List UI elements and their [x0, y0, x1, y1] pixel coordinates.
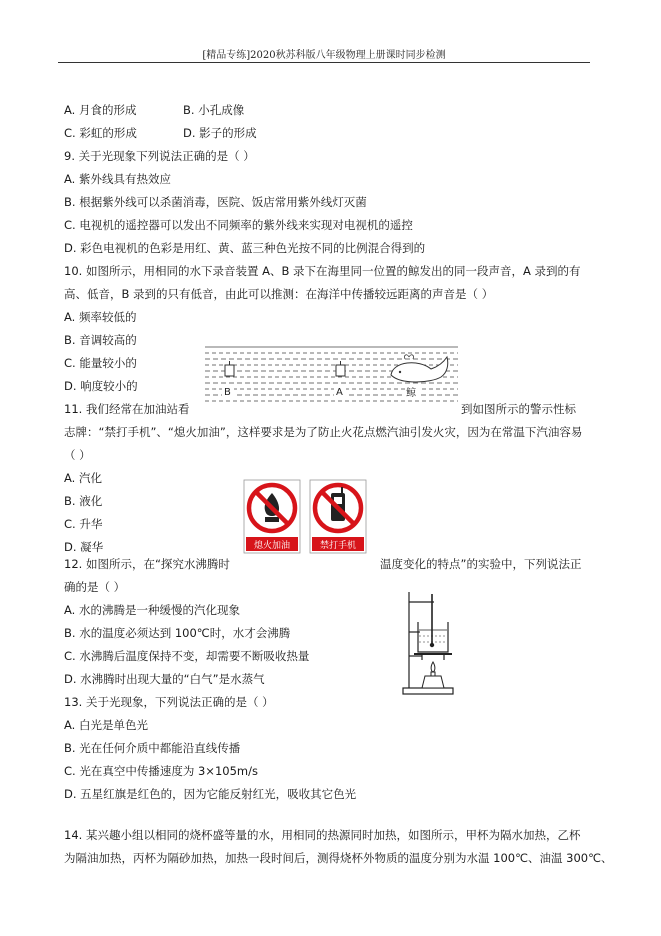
q11-stem-line3: （ ）: [64, 448, 91, 462]
q12-option-d: D. 水沸腾时出现大量的“白气”是水蒸气: [64, 672, 265, 686]
q10-stem-line2: 高、低音，B 录到的只有低音，由此可以推测：在海洋中传播较远距离的声音是（ ）: [64, 287, 494, 301]
recorder-b-icon: [225, 361, 234, 376]
q11-option-a: A. 汽化: [64, 471, 102, 485]
q12-option-b: B. 水的温度必须达到 100℃时，水才会沸腾: [64, 626, 291, 640]
q10-option-a: A. 频率较低的: [64, 310, 137, 324]
q14-stem-line1: 14. 某兴趣小组以相同的烧杯盛等量的水，用相同的热源同时加热，如图所示，甲杯为隔水加热，乙杯: [64, 828, 581, 842]
q11-option-b: B. 液化: [64, 494, 103, 508]
q8-option-a: A. 月食的形成: [64, 103, 137, 117]
whale-label: 鲸: [406, 388, 416, 399]
header-rule: [58, 62, 590, 63]
q10-option-d: D. 响度较小的: [64, 379, 138, 393]
q9-option-a: A. 紫外线具有热效应: [64, 172, 171, 186]
q12-boiling-apparatus: [400, 588, 456, 696]
q8-option-b: B. 小孔成像: [183, 103, 245, 117]
recorder-a-icon: [336, 361, 345, 376]
q13-option-b: B. 光在任何介质中都能沿直线传播: [64, 741, 241, 755]
no-phone-sign: [310, 480, 366, 553]
q13-option-a: A. 白光是单色光: [64, 718, 148, 732]
q9-option-b: B. 根据紫外线可以杀菌消毒，医院、饭店常用紫外线灯灭菌: [64, 195, 367, 209]
q10-option-c: C. 能量较小的: [64, 356, 137, 370]
q11-option-d: D. 凝华: [64, 540, 104, 554]
q11-warning-signs: [243, 479, 367, 554]
q12-option-c: C. 水沸腾后温度保持不变，却需要不断吸收热量: [64, 649, 310, 663]
q11-stem-line1-right: 到如图所示的警示性标: [461, 402, 576, 416]
q9-option-c: C. 电视机的遥控器可以发出不同频率的紫外线来实现对电视机的遥控: [64, 218, 413, 232]
q13-stem: 13. 关于光现象，下列说法正确的是（ ）: [64, 695, 274, 709]
page-header: [精品专练]2020秋苏科版八年级物理上册课时同步检测: [202, 50, 446, 61]
sign-label-no-flame: 熄火加油: [253, 541, 291, 551]
q10-stem-line1: 10. 如图所示，用相同的水下录音装置 A、B 录下在海里同一位置的鲸发出的同一段声音，A 录到的有: [64, 264, 581, 278]
q12-stem-line2: 确的是（ ）: [64, 580, 126, 594]
alcohol-lamp-icon: [422, 662, 444, 688]
q10-option-b: B. 音调较高的: [64, 333, 137, 347]
q13-option-d: D. 五星红旗是红色的，因为它能反射红光，吸收其它色光: [64, 787, 357, 801]
recorder-b-label: B: [224, 387, 231, 398]
q14-stem-line2: 为隔油加热，丙杯为隔砂加热，加热一段时间后，测得烧杯外物质的温度分别为水温 100℃、油温 300℃、: [64, 851, 613, 865]
q12-stem-line1-left: 12. 如图所示，在“探究水沸腾时: [64, 557, 230, 571]
recorder-a-label: A: [336, 387, 343, 398]
sign-label-no-phone: 禁打手机: [319, 541, 357, 551]
q11-option-c: C. 升华: [64, 517, 103, 531]
q11-stem-line1-left: 11. 我们经常在加油站看: [64, 402, 190, 416]
q8-option-c: C. 彩虹的形成: [64, 126, 137, 140]
q8-option-d: D. 影子的形成: [183, 126, 257, 140]
q9-stem: 9. 关于光现象下列说法正确的是（ ）: [64, 149, 255, 163]
q12-stem-line1-right: 温度变化的特点”的实验中，下列说法正: [380, 557, 582, 571]
q11-stem-line2: 志牌：“禁打手机”、“熄火加油”，这样要求是为了防止火花点燃汽油引发火灾，因为在常温下汽油容易: [64, 425, 583, 439]
q10-whale-figure: [205, 345, 458, 407]
q13-option-c: C. 光在真空中传播速度为 3×105m/s: [64, 764, 258, 778]
q9-option-d: D. 彩色电视机的色彩是用红、黄、蓝三种色光按不同的比例混合得到的: [64, 241, 426, 255]
q12-option-a: A. 水的沸腾是一种缓慢的汽化现象: [64, 603, 240, 617]
no-flame-sign: [244, 480, 300, 553]
